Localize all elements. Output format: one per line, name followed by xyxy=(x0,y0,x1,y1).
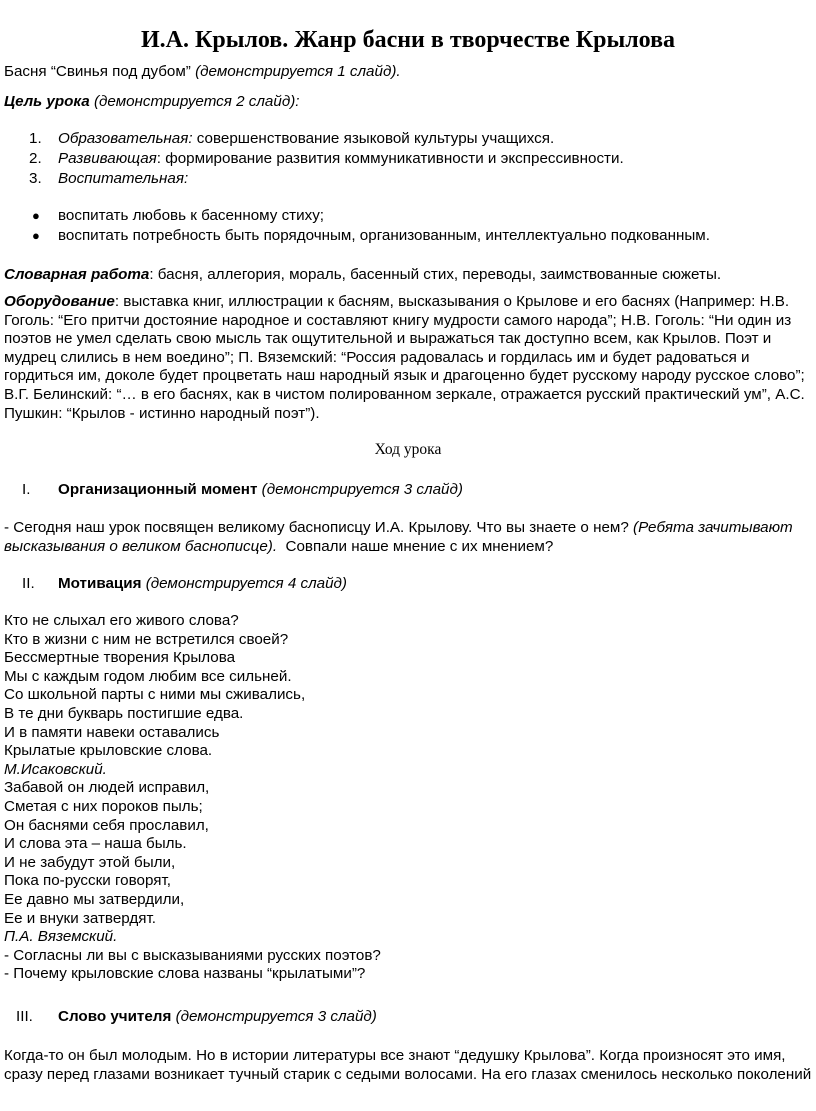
poem-block xyxy=(4,612,381,984)
poem-line: Кто не слыхал его живого слова? xyxy=(4,612,239,629)
poem-line: И не забудут этой были, xyxy=(4,853,176,871)
poem-line: Сметая с них пороков пыль; xyxy=(4,797,203,815)
equipment-paragraph xyxy=(4,293,812,423)
poem-line: И в памяти навеки оставались xyxy=(4,723,220,741)
poem-line: Ее давно мы затвердили, xyxy=(4,890,185,908)
vocab-label: Словарная работа xyxy=(4,266,150,283)
bullet-icon: ● xyxy=(32,228,40,243)
bullet-icon: ● xyxy=(32,208,40,223)
fable-slide-note: (демонстрируется 1 слайд). xyxy=(195,63,401,80)
page-title: И.А. Крылов. Жанр басни в творчестве Крылова xyxy=(140,27,676,53)
goal-label: Цель урока xyxy=(4,93,90,110)
fable-name: Басня “Свинья под дубом” xyxy=(4,63,191,80)
goal-heading xyxy=(4,93,300,112)
org-paragraph: - Сегодня наш урок посвящен великому баснописцу И.А. Крылову. Что вы знаете о нем? (Ребята зачитывают высказывания о великом баснописце). Совпали наше мнение с их мнением? xyxy=(4,519,793,555)
teacher-paragraph: Когда-то он был молодым. Но в истории литературы все знают “дедушку Крылова”. Когда произносят это имя, сразу перед глазами возникает тучный старик с седыми волосами. На его глазах сменилось несколько поколений xyxy=(4,1047,812,1083)
vocab-text: : басня, аллегория, мораль, басенный стих, переводы, заимствованные сюжеты. xyxy=(149,266,722,283)
poem-author: П.А. Вяземский. xyxy=(4,928,118,946)
lesson-heading: Ход урока xyxy=(374,441,442,458)
vocab-line xyxy=(4,266,721,285)
poem-line: Он баснями себя прославил, xyxy=(4,816,209,834)
poem-line: И слова эта – наша быль. xyxy=(4,835,187,853)
intro-line xyxy=(4,63,401,82)
poem-line: Ее и внуки затвердят. xyxy=(4,909,156,927)
poem-line: Кто в жизни с ним не встретился своей? xyxy=(4,630,289,648)
poem-line: Забавой он людей исправил, xyxy=(4,779,210,797)
question-line: - Почему крыловские слова названы “крылатыми”? xyxy=(4,965,366,983)
document-page: И.А. Крылов. Жанр басни в творчестве Крылова Басня “Свинья под дубом” (демонстрируется 1 слайд). Цель урока (демонстрируется 2 слайд): 1. Образовательная: совершенствование языковой культуры учащихся. 2. Развивающая: формирование развития коммуникативности и экспрессивности. 3. Воспитательная: ● воспитать любовь к басенному стиху; ● воспитать потребность быть порядочным, организованным, интеллектуально подкованным. Словарная работа: басня, аллегория, мораль, басенный стих, переводы, заимствованные сюжеты. Оборудование: выставка книг, иллюстрации к басням, высказывания о Крылове и его баснях (Например: Н.В. Гоголь: “Его притчи достояние народное и составляют книгу мудрости самого народа”; Н.В. Гоголь: “Ни один из поэтов не умел сделать свою мысль так ощутительной и выражаться так доступно всем, как Крылов. Поэт и мудрец слились в нем воедино”; П. Вяземский: “Россия радовалась и гордилась им и будет радоваться и гордиться им, доколе будет процветать наш народный язык и драгоценно будет русскому народу русское слово”; В.Г. Белинский: “… в его баснях, как в чистом полированном зеркале, отражается русский практический ум”, А.С. Пушкин: “Крылов - истинно народный поэт”). Ход урока I. Организационный момент (демонстрируется 3 слайд) - Сегодня наш урок посвящен великому баснописцу И.А. Крылову. Что вы знаете о нем? (Ребята зачитывают высказывания о великом баснописце). Совпали наше мнение с их мнением? II. Мотивация (демонстрируется 4 слайд) Кто не слыхал его живого слова? Кто в жизни с ним не встретился своей? Бессмертные творения Крылова Мы с каждым годом любим все сильней. Со школьной парты с ними мы сживались, В те дни букварь постигшие едва. И в памяти навеки оставались Крылатые крыловские слова. М.Исаковский. Забавой он людей исправил, Сметая с них пороков пыль; Он баснями себя прославил, И слова эта – наша быль. И не забудут этой были, Пока по-русски говорят, Ее давно мы затвердили, Ее и внуки затвердят. П.А. Вяземский. - Согласны ли вы с высказываниями русских поэтов? - Почему крыловские слова названы “крылатыми”? III. Слово учителя (демонстрируется 3 слайд) Когда-то он был молодым. Но в истории литературы все знают “дедушку Крылова”. Когда произносят это имя, сразу перед глазами возникает тучный старик с седыми волосами. На его глазах сменилось несколько поколений xyxy=(0,0,816,1111)
equipment-text: : выставка книг, иллюстрации к басням, высказывания о Крылове и его баснях (Например: Н.В. Гоголь: “Его притчи достояние народное и составляют книгу мудрости самого народа”; Н.В. Гоголь: “Ни один из поэтов не умел сделать свою мысль так ощутительной и выражаться так доступно всем, как Крылов. Поэт и мудрец слились в нем воедино”; П. Вяземский: “Россия радовалась и гордилась им и будет радоваться и гордиться им, доколе будет процветать наш народный язык и драгоценно будет русскому народу русское слово”; В.Г. Белинский: “… в его баснях, как в чистом полированном зеркале, отражается русский практический ум”, А.С. Пушкин: “Крылов - истинно народный поэт”). xyxy=(4,293,805,422)
poem-line: Мы с каждым годом любим все сильней. xyxy=(4,667,292,685)
poem-author: М.Исаковский. xyxy=(4,760,107,778)
goal-slide-note: (демонстрируется 2 слайд): xyxy=(93,93,300,110)
poem-line: Пока по-русски говорят, xyxy=(4,872,171,890)
poem-line: Крылатые крыловские слова. xyxy=(4,742,213,760)
poem-line: В те дни букварь постигшие едва. xyxy=(4,704,244,722)
poem-line: Бессмертные творения Крылова xyxy=(4,649,236,667)
equipment-label: Оборудование xyxy=(4,293,115,310)
poem-line: Со школьной парты с ними мы сживались, xyxy=(4,686,306,704)
question-line: - Согласны ли вы с высказываниями русских поэтов? xyxy=(4,946,381,964)
